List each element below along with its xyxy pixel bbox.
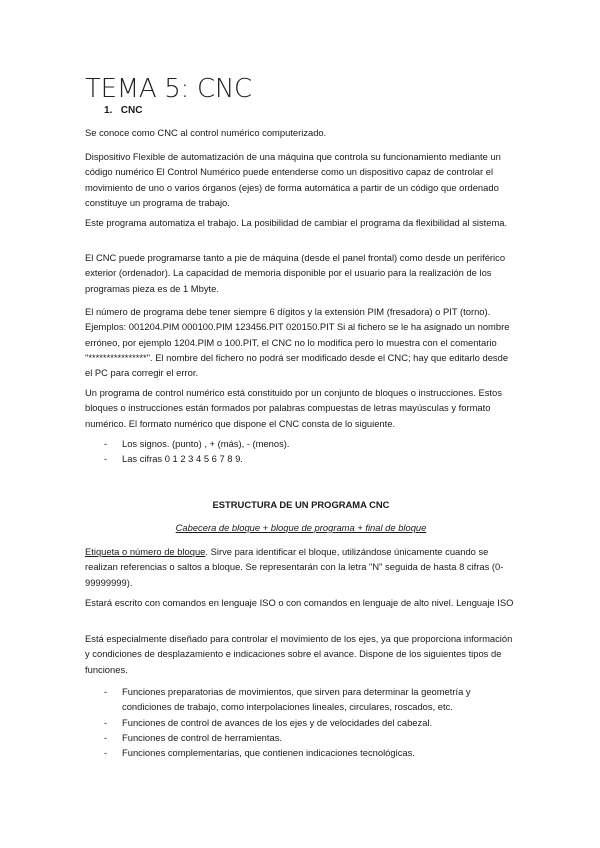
list-item: - Los signos. (punto) , + (más), - (menos). (104, 436, 518, 451)
paragraph-device: Dispositivo Flexible de automatización de una máquina que controla su funcionamiento mediante un código numérico El Control Numérico puede entenderse como un dispositivo capaz de controlar el movimiento de uno o varios órganos (ejes) de forma automática a partir de un código que ordenado constituye un programa de trabajo. (85, 151, 501, 208)
paragraph-iso: Está especialmente diseñado para controlar el movimiento de los ejes, ya que proporciona información y condiciones de desplazamiento e indicaciones sobre el avance. Dispone de los siguientes tipos de funciones. (85, 633, 513, 675)
block-label-term: Etiqueta o número de bloque (85, 546, 206, 557)
structure-formula-text: Cabecera de bloque + bloque de programa + final de bloque (175, 522, 427, 533)
paragraph-automation: Este programa automatiza el trabajo. La posibilidad de cambiar el programa da flexibilidad al sistema. (85, 217, 508, 228)
structure-formula (85, 520, 517, 535)
list-item: - Funciones preparatorias de movimientos, que sirven para determinar la geometría y condiciones de trabajo, como interpolaciones lineales, circulares, roscados, etc. (104, 684, 518, 715)
list-item: - Las cifras 0 1 2 3 4 5 6 7 8 9. (104, 451, 518, 466)
section-heading (104, 105, 142, 116)
paragraph-blocks: Un programa de control numérico está constituido por un conjunto de bloques o instrucciones. Estos bloques o instrucciones están formados por palabras compuestas de letras mayúsculas y formato numérico. El formato numérico que dispone el CNC consta de lo siguiente. (85, 387, 502, 429)
list-item: - Funciones complementarias, que contienen indicaciones tecnológicas. (104, 745, 518, 760)
list-item: - Funciones de control de avances de los ejes y de velocidades del cabezal. (104, 715, 518, 730)
function-types-list (104, 684, 518, 760)
list-item: - Funciones de control de herramientas. (104, 730, 518, 745)
paragraph-programming: El CNC puede programarse tanto a pie de máquina (desde el panel frontal) como desde un periférico exterior (ordenador). La capacidad de memoria disponible por el usuario para la realización de los programas pieza es de 1 Mbyte. (85, 252, 506, 294)
block-label-text: . Sirve para identificar el bloque, utilizándose únicamente cuando se realizan referencias o saltos a bloque. Se representarán con la letra "N" seguida de hasta 8 cifras (0-99999999). (85, 546, 504, 588)
page-title: TEMA 5: CNC (85, 74, 252, 104)
structure-heading: ESTRUCTURA DE UN PROGRAMA CNC (212, 499, 390, 510)
paragraph-definition: Se conoce como CNC al control numérico computerizado. (85, 127, 327, 138)
section-label: CNC (120, 105, 143, 116)
paragraph-program-number: El número de programa debe tener siempre 6 dígitos y la extensión PIM (fresadora) o PIT (torno). Ejemplos: 001204.PIM 000100.PIM 123456.PIT 020150.PIT Si al fichero se le ha asignado un nombre erróneo, por ejemplo 1204.PIM o 100.PIT, el CNC no lo modifica pero lo muestra con el comentario "****************". El nombre del fichero no podrá ser modificado desde el CNC; hay que editarlo desde el PC para corregir el error. (85, 306, 510, 379)
paragraph-block-label (85, 544, 517, 590)
numeric-format-list (104, 436, 518, 467)
section-number: 1. (104, 105, 113, 116)
paragraph-language: Estará escrito con comandos en lenguaje ISO o con comandos en lenguaje de alto nivel. Lenguaje ISO (85, 597, 514, 608)
